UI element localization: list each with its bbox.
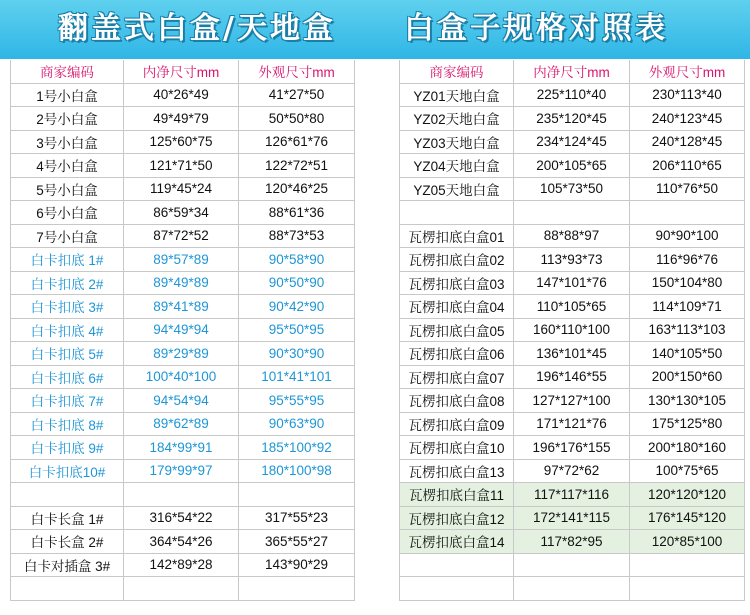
inner-size-cell: 88*88*97 [514, 224, 630, 248]
header-inner-size: 内净尺寸mm [514, 60, 630, 83]
table-row [11, 365, 355, 389]
table-row [400, 154, 745, 178]
inner-size-cell: 136*101*45 [514, 342, 630, 366]
sku-code-cell: 瓦楞扣底白盒07 [400, 365, 514, 389]
inner-size-cell: 94*54*94 [124, 389, 239, 413]
table-row [11, 107, 355, 131]
outer-size-cell: 90*50*90 [239, 271, 355, 295]
table-row [11, 436, 355, 460]
outer-size-cell: 50*50*80 [239, 107, 355, 131]
inner-size-cell: 179*99*97 [124, 459, 239, 483]
inner-size-cell: 40*26*49 [124, 83, 239, 107]
spec-table-left-body [11, 60, 355, 600]
sku-code-cell: 瓦楞扣底白盒10 [400, 436, 514, 460]
sku-code-cell: 瓦楞扣底白盒02 [400, 248, 514, 272]
outer-size-cell: 120*120*120 [630, 483, 745, 507]
spec-table-right-body [400, 60, 745, 600]
sku-code-cell: 5号小白盒 [11, 177, 124, 201]
table-row [11, 224, 355, 248]
sku-code-cell: YZ02天地白盒 [400, 107, 514, 131]
outer-size-cell: 130*130*105 [630, 389, 745, 413]
table-row [11, 342, 355, 366]
spec-table-right [399, 60, 745, 601]
table-row [400, 577, 745, 601]
table-row [11, 459, 355, 483]
table-row [400, 459, 745, 483]
sku-code-cell: 4号小白盒 [11, 154, 124, 178]
outer-size-cell: 230*113*40 [630, 83, 745, 107]
title-banner [0, 0, 750, 59]
sku-code-cell: 瓦楞扣底白盒06 [400, 342, 514, 366]
table-row [11, 577, 355, 601]
table-row [400, 83, 745, 107]
outer-size-cell [630, 577, 745, 601]
table-row [11, 271, 355, 295]
inner-size-cell [514, 553, 630, 577]
table-row [400, 318, 745, 342]
inner-size-cell: 113*93*73 [514, 248, 630, 272]
sku-code-cell: 瓦楞扣底白盒04 [400, 295, 514, 319]
table-header-row [11, 60, 355, 83]
table-row [11, 506, 355, 530]
inner-size-cell: 117*117*116 [514, 483, 630, 507]
outer-size-cell: 176*145*120 [630, 506, 745, 530]
sku-code-cell: YZ01天地白盒 [400, 83, 514, 107]
outer-size-cell: 180*100*98 [239, 459, 355, 483]
outer-size-cell: 114*109*71 [630, 295, 745, 319]
banner-title-left: 翻盖式白盒/天地盒 [58, 11, 336, 46]
inner-size-cell: 105*73*50 [514, 177, 630, 201]
outer-size-cell: 120*85*100 [630, 530, 745, 554]
outer-size-cell: 41*27*50 [239, 83, 355, 107]
sku-code-cell: 瓦楞扣底白盒13 [400, 459, 514, 483]
table-row [400, 177, 745, 201]
outer-size-cell: 88*61*36 [239, 201, 355, 225]
sku-code-cell: 瓦楞扣底白盒08 [400, 389, 514, 413]
table-row [400, 506, 745, 530]
table-row [400, 107, 745, 131]
table-row [400, 530, 745, 554]
header-outer-size: 外观尺寸mm [239, 60, 355, 83]
outer-size-cell [630, 553, 745, 577]
outer-size-cell: 100*75*65 [630, 459, 745, 483]
outer-size-cell: 200*150*60 [630, 365, 745, 389]
inner-size-cell: 160*110*100 [514, 318, 630, 342]
outer-size-cell: 122*72*51 [239, 154, 355, 178]
outer-size-cell: 126*61*76 [239, 130, 355, 154]
sku-code-cell: 白卡长盒 1# [11, 506, 124, 530]
sku-code-cell: 6号小白盒 [11, 201, 124, 225]
outer-size-cell: 317*55*23 [239, 506, 355, 530]
outer-size-cell: 90*42*90 [239, 295, 355, 319]
outer-size-cell [630, 201, 745, 225]
table-row [11, 318, 355, 342]
table-row [400, 248, 745, 272]
banner-title-right: 白盒子规格对照表 [404, 11, 668, 46]
inner-size-cell: 119*45*24 [124, 177, 239, 201]
inner-size-cell: 49*49*79 [124, 107, 239, 131]
inner-size-cell: 110*105*65 [514, 295, 630, 319]
sku-code-cell: 白卡扣底 7# [11, 389, 124, 413]
outer-size-cell: 116*96*76 [630, 248, 745, 272]
sku-code-cell: 瓦楞扣底白盒05 [400, 318, 514, 342]
inner-size-cell: 316*54*22 [124, 506, 239, 530]
outer-size-cell: 110*76*50 [630, 177, 745, 201]
inner-size-cell [514, 201, 630, 225]
table-row [11, 201, 355, 225]
table-row [11, 553, 355, 577]
outer-size-cell: 206*110*65 [630, 154, 745, 178]
sku-code-cell [11, 577, 124, 601]
table-row [11, 389, 355, 413]
sku-code-cell [400, 553, 514, 577]
outer-size-cell: 90*58*90 [239, 248, 355, 272]
outer-size-cell: 95*50*95 [239, 318, 355, 342]
inner-size-cell: 235*120*45 [514, 107, 630, 131]
outer-size-cell: 240*123*45 [630, 107, 745, 131]
outer-size-cell: 95*55*95 [239, 389, 355, 413]
table-row [400, 412, 745, 436]
inner-size-cell: 142*89*28 [124, 553, 239, 577]
outer-size-cell: 90*63*90 [239, 412, 355, 436]
outer-size-cell: 101*41*101 [239, 365, 355, 389]
table-row [400, 365, 745, 389]
table-row [11, 483, 355, 507]
inner-size-cell [514, 577, 630, 601]
table-row [400, 130, 745, 154]
inner-size-cell: 225*110*40 [514, 83, 630, 107]
table-header-row [400, 60, 745, 83]
outer-size-cell: 163*113*103 [630, 318, 745, 342]
outer-size-cell: 200*180*160 [630, 436, 745, 460]
header-sku-code: 商家编码 [11, 60, 124, 83]
table-row [11, 130, 355, 154]
inner-size-cell: 147*101*76 [514, 271, 630, 295]
sku-code-cell: 白卡对插盒 3# [11, 553, 124, 577]
sku-code-cell: 白卡扣底 5# [11, 342, 124, 366]
inner-size-cell: 89*29*89 [124, 342, 239, 366]
inner-size-cell: 127*127*100 [514, 389, 630, 413]
sku-code-cell: 白卡扣底 3# [11, 295, 124, 319]
inner-size-cell: 87*72*52 [124, 224, 239, 248]
inner-size-cell: 117*82*95 [514, 530, 630, 554]
inner-size-cell: 89*57*89 [124, 248, 239, 272]
inner-size-cell [124, 483, 239, 507]
table-row [400, 553, 745, 577]
inner-size-cell: 171*121*76 [514, 412, 630, 436]
inner-size-cell: 89*62*89 [124, 412, 239, 436]
outer-size-cell: 140*105*50 [630, 342, 745, 366]
sku-code-cell: YZ05天地白盒 [400, 177, 514, 201]
inner-size-cell: 196*176*155 [514, 436, 630, 460]
inner-size-cell: 89*49*89 [124, 271, 239, 295]
outer-size-cell: 120*46*25 [239, 177, 355, 201]
table-row [400, 201, 745, 225]
sku-code-cell: 瓦楞扣底白盒14 [400, 530, 514, 554]
table-row [11, 154, 355, 178]
inner-size-cell: 184*99*91 [124, 436, 239, 460]
sku-code-cell: 白卡长盒 2# [11, 530, 124, 554]
spec-table-left [10, 60, 355, 601]
table-row [11, 530, 355, 554]
inner-size-cell [124, 577, 239, 601]
inner-size-cell: 234*124*45 [514, 130, 630, 154]
inner-size-cell: 196*146*55 [514, 365, 630, 389]
table-row [400, 271, 745, 295]
inner-size-cell: 97*72*62 [514, 459, 630, 483]
outer-size-cell: 90*30*90 [239, 342, 355, 366]
header-sku-code: 商家编码 [400, 60, 514, 83]
table-row [11, 295, 355, 319]
inner-size-cell: 100*40*100 [124, 365, 239, 389]
sku-code-cell: 瓦楞扣底白盒09 [400, 412, 514, 436]
inner-size-cell: 94*49*94 [124, 318, 239, 342]
sku-code-cell: 白卡扣底 8# [11, 412, 124, 436]
sku-code-cell: 白卡扣底 9# [11, 436, 124, 460]
sku-code-cell [400, 201, 514, 225]
outer-size-cell: 150*104*80 [630, 271, 745, 295]
sku-code-cell: 白卡扣底 4# [11, 318, 124, 342]
table-row [400, 436, 745, 460]
table-row [11, 412, 355, 436]
sku-code-cell: 7号小白盒 [11, 224, 124, 248]
outer-size-cell: 185*100*92 [239, 436, 355, 460]
sku-code-cell: YZ03天地白盒 [400, 130, 514, 154]
sku-code-cell: YZ04天地白盒 [400, 154, 514, 178]
table-row [11, 83, 355, 107]
inner-size-cell: 89*41*89 [124, 295, 239, 319]
inner-size-cell: 125*60*75 [124, 130, 239, 154]
sku-code-cell: 2号小白盒 [11, 107, 124, 131]
outer-size-cell: 175*125*80 [630, 412, 745, 436]
outer-size-cell [239, 483, 355, 507]
sku-code-cell: 白卡扣底 6# [11, 365, 124, 389]
outer-size-cell: 240*128*45 [630, 130, 745, 154]
outer-size-cell: 143*90*29 [239, 553, 355, 577]
table-row [400, 295, 745, 319]
header-outer-size: 外观尺寸mm [630, 60, 745, 83]
inner-size-cell: 86*59*34 [124, 201, 239, 225]
inner-size-cell: 121*71*50 [124, 154, 239, 178]
sku-code-cell: 瓦楞扣底白盒11 [400, 483, 514, 507]
outer-size-cell: 365*55*27 [239, 530, 355, 554]
outer-size-cell [239, 577, 355, 601]
sku-code-cell: 瓦楞扣底白盒01 [400, 224, 514, 248]
outer-size-cell: 88*73*53 [239, 224, 355, 248]
table-row [11, 177, 355, 201]
table-row [400, 224, 745, 248]
sku-code-cell: 白卡扣底10# [11, 459, 124, 483]
sku-code-cell: 3号小白盒 [11, 130, 124, 154]
inner-size-cell: 172*141*115 [514, 506, 630, 530]
sku-code-cell: 瓦楞扣底白盒03 [400, 271, 514, 295]
inner-size-cell: 200*105*65 [514, 154, 630, 178]
sku-code-cell: 白卡扣底 1# [11, 248, 124, 272]
table-row [400, 342, 745, 366]
table-row [400, 389, 745, 413]
outer-size-cell: 90*90*100 [630, 224, 745, 248]
header-inner-size: 内净尺寸mm [124, 60, 239, 83]
sku-code-cell: 白卡扣底 2# [11, 271, 124, 295]
inner-size-cell: 364*54*26 [124, 530, 239, 554]
sku-code-cell: 瓦楞扣底白盒12 [400, 506, 514, 530]
sku-code-cell [11, 483, 124, 507]
sku-code-cell [400, 577, 514, 601]
table-row [400, 483, 745, 507]
sku-code-cell: 1号小白盒 [11, 83, 124, 107]
table-row [11, 248, 355, 272]
